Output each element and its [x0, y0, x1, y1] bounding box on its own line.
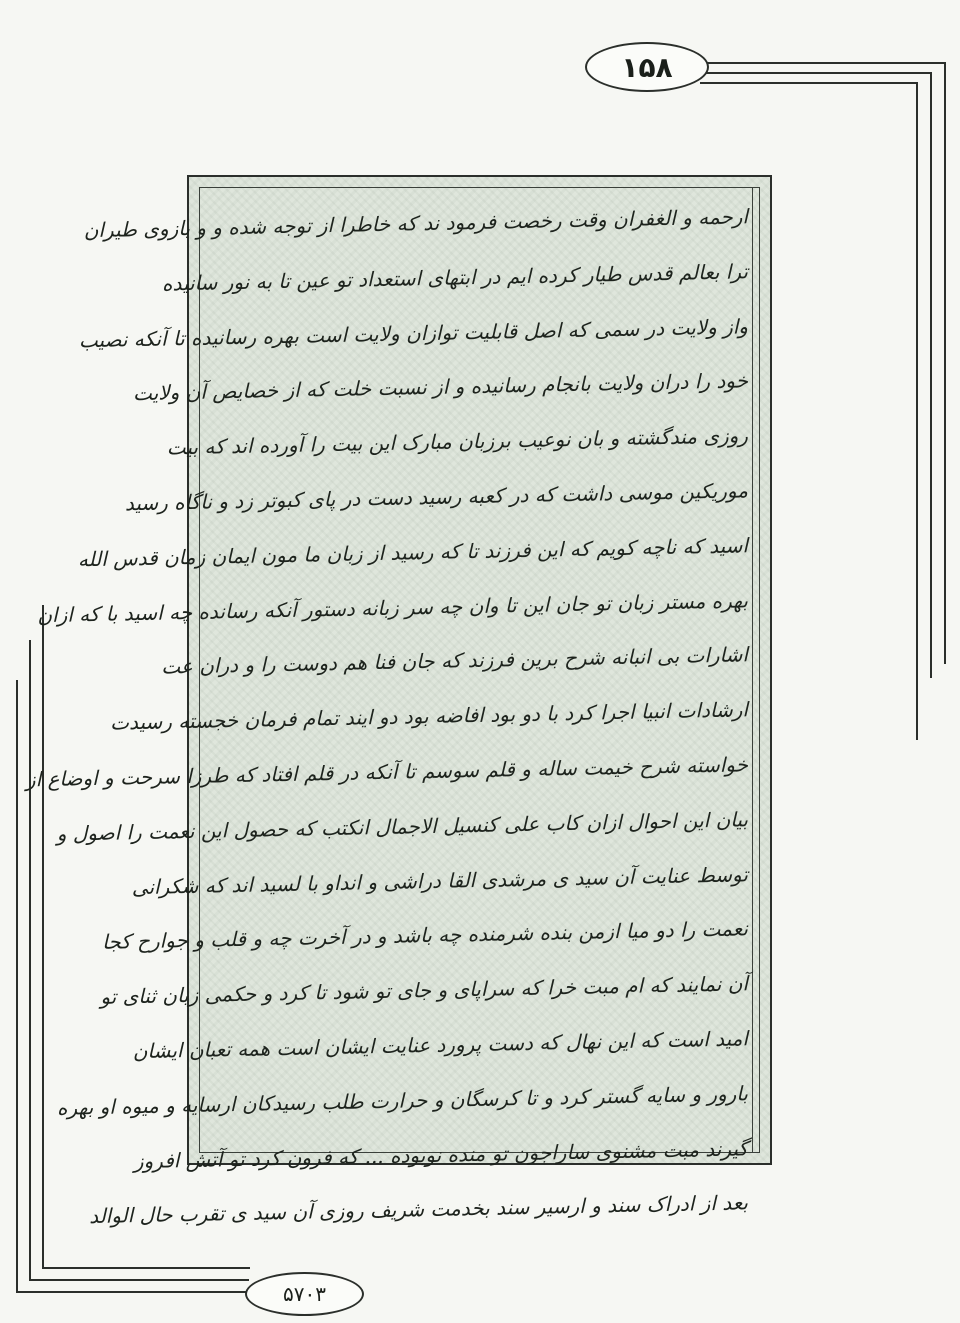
manuscript-line: امید است که این نهال که دست پرورد عنایت ایشان است همه تعبان ایشان	[132, 1026, 749, 1064]
frame-line-bottom	[16, 1291, 250, 1293]
frame-line-left	[29, 640, 31, 1280]
frame-line-right	[916, 82, 918, 740]
manuscript-line: گیرند مبت مشنوی ساراجون تو منده نوبوده ... که فرون کرد تو آتش افروز	[133, 1135, 749, 1173]
manuscript-line: خود را دران ولایت بانجام رسانیده و از نسبت خلت که از خصایص آن ولایت	[132, 368, 749, 406]
frame-line-left	[16, 680, 18, 1292]
manuscript-line: بارور و سایه گستر کرد و تا کرسگان و حرارت طلب رسیدکان ارسایه و میوه او بهره	[56, 1081, 749, 1120]
manuscript-line: موریکین موسی داشت که در کعبه رسید دست در پای کبوتر زد و ناگاه رسید	[124, 478, 749, 516]
manuscript-line: نعمت را دو میا ازمن بنده شرمنده چه باشد و در آخرت چه و قلب و جوارح کجا	[101, 916, 749, 955]
manuscript-text	[25, 195, 749, 1236]
frame-line-bottom	[42, 1267, 250, 1269]
manuscript-line: ارشادات انبیا اجرا کرد با دو بود افاضه بود دو ایند تمام فرمان خجسته رسیدت	[109, 697, 749, 735]
manuscript-line: بعد از ادراک سند و ارسیر سند بخدمت شریف روزی آن سید ی تقرب حال الوالد	[88, 1190, 749, 1229]
manuscript-line: اشارات بی انبانه شرح برین فرزند که جان فنا هم دوست را و دران عت	[161, 642, 749, 679]
frame-line-bottom	[29, 1279, 249, 1281]
manuscript-line: اسید که ناچه کویم که این فرزند تا که رسید از زبان ما مون ایمان زمان قدس الله	[77, 533, 749, 572]
manuscript-line: روزی مندگشته و بان نوعیب برزبان مبارک این بیت را آورده اند که بیت	[166, 423, 749, 460]
manuscript-line: خواسته شرح خیمت ساله و قلم سوسم تا آنکه در قلم افتاد که طرزا سرحت و اوضاع از	[25, 752, 749, 792]
frame-line-right	[944, 62, 946, 664]
manuscript-line: واز ولایت در سمی که اصل قابلیت توازان ولایت است بهره رسانیده تا آنکه نصیب	[78, 313, 749, 352]
manuscript-line: ارحمه و الغفران وقت رخصت فرمود ند که خاطرا از توجه شده و و بازوی طیران	[83, 204, 749, 243]
frame-line-top	[700, 82, 916, 84]
manuscript-line: آن نمایند که ام مبت خرا که سراپای و جای تو شود تا کرد و حکمی زبان ثنای تو	[100, 971, 749, 1010]
frame-line-right	[930, 72, 932, 678]
manuscript-line: توسط عنایت آن سید ی مرشدی القا دراشی و انداو با لسید اند که شکرانی	[131, 861, 749, 899]
manuscript-line: ترا بعالم قدس طیار کرده ایم در ابتهای استعداد تو عین تا به نور سانیده	[161, 259, 749, 296]
folio-number-badge	[245, 1272, 364, 1316]
frame-line-top	[700, 72, 930, 74]
frame-line-top	[700, 62, 945, 64]
page-number-top: ۱۵۸	[621, 50, 673, 84]
frame-line-left	[42, 605, 44, 1267]
manuscript-line: بهره مستر زبان تو جان این تا وان چه سر زبانه دستور آنکه رسانده چه اسید با که ازان	[37, 587, 749, 627]
manuscript-panel	[25, 175, 772, 1229]
page-number-badge	[585, 42, 709, 92]
manuscript-line: بیان این احوال ازان کاب علی کنسیل الاجمال انکتب که حصول این نعمت را اصول و	[56, 807, 749, 846]
page-number-bottom: ۵۷۰۳	[283, 1282, 326, 1306]
